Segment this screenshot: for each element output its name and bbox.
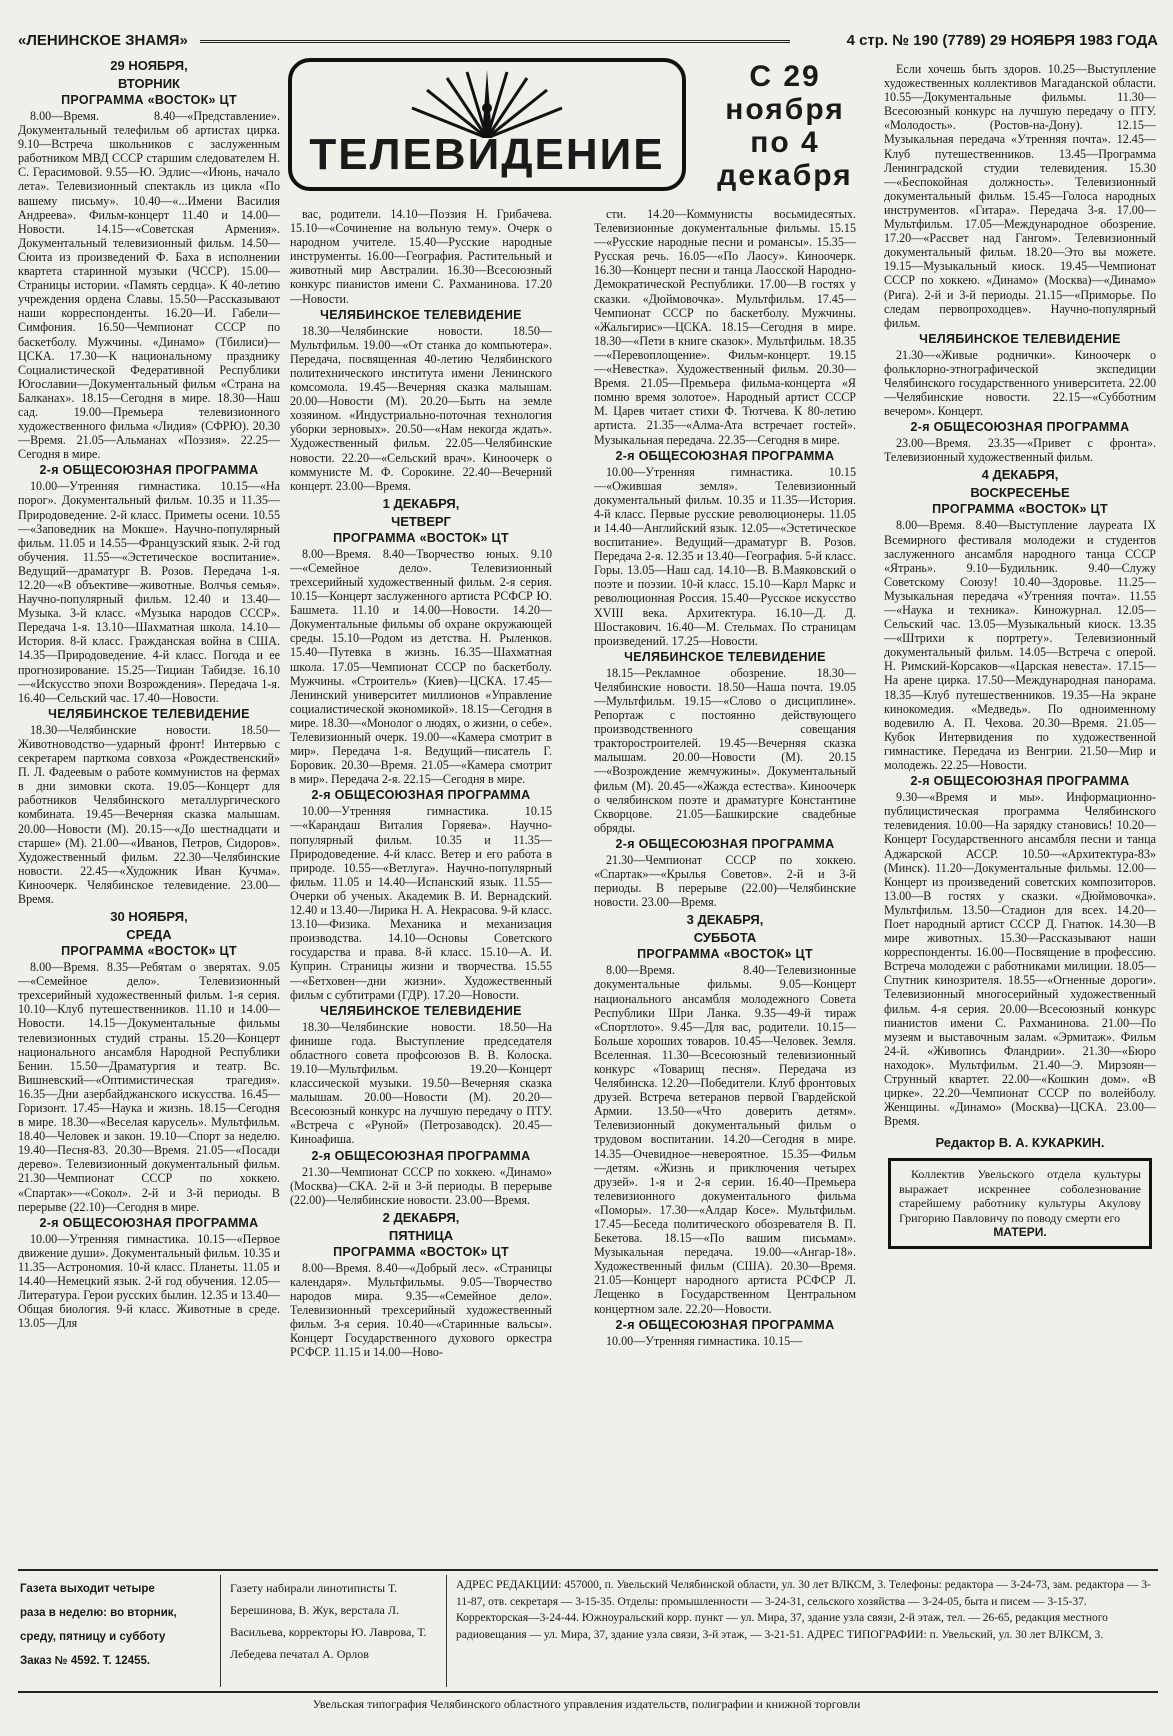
date-line-3: по 4 xyxy=(750,126,820,159)
program-heading: 2-я ОБЩЕСОЮЗНАЯ ПРОГРАММА xyxy=(910,774,1130,789)
column-1 xyxy=(18,55,280,1561)
schedule-text: 21.30—Чемпионат СССР по хоккею. «Спартак»—«Крылья Советов». 2-й и 3-й периоды. В перерыве (22.00)—Челябинские новости. 23.00—Время. xyxy=(594,852,856,910)
editorial-address xyxy=(456,1577,1156,1643)
schedule-text: 21.30—«Живые роднички». Киноочерк о фольклорно-этнографической экспедиции Челябинского государственного университета. 22.00—Челябинские новости. 22.15—«Субботним вечером». Концерт. xyxy=(884,347,1156,419)
schedule-text: 8.00—Время. 8.35—Ребятам о зверятах. 9.05—«Семейное дело». Телевизионный трехсерийный художественный фильм. 1-я серия. 10.10—Клуб путешественников. 11.10 и 14.00—Новости. 14.15—Документальные фильмы телевизионных студий страны. 15.20—Концерт национального ансамбля Народной Республики Бенин. 15.50—Драматургия и театр. Вс. Вишневский—«Оптимистическая трагедия». 16.35—Дни азербайджанского искусства. 16.45—Горизонт. 17.45—Наука и жизнь. 18.15—Сегодня в мире. 18.30—«Веселая карусель». Мультфильм. 18.40—Человек и закон. 19.10—Спорт за неделю. 19.40—Песня-83. 20.30—Время. 21.05—«Посади дерево». Телевизионный документальный фильм. 21.30—Чемпионат СССР по хоккею. «Спартак»—«Сокол». 2-й и 3-й периоды. В перерыве (22.10)—Сегодня в мире. xyxy=(18,960,280,1214)
program-heading: ПРОГРАММА «ВОСТОК» ЦТ xyxy=(333,1244,509,1259)
footer-divider xyxy=(220,1575,221,1687)
program-heading: 2-я ОБЩЕСОЮЗНАЯ ПРОГРАММА xyxy=(311,788,531,803)
schedule-text: 18.30—Челябинские новости. 18.50—Мультфильм. 19.00—«От станка до компьютера». Передача, посвященная 40-летию Челябинского политехнического института имени Ленинского комсомола. 19.45—Вечерняя сказка малышам. 20.00—Новости (М). 20.20—Быть на земле хозяином. «Индустриально-поточная технология уборки зерновых». 20.50—«Нам некогда ждать». Художественный фильм. 22.05—Челябинские новости. 22.20—«Сельский врач». Киноочерк о коммунисте М. Ф. Сорокине. 22.40—Вечерний концерт. 23.00—Время. xyxy=(290,323,552,493)
logo-title: ТЕЛЕВИДЕНИЕ xyxy=(309,130,665,179)
footer-line: АДРЕС РЕДАКЦИИ: 457000, п. Увельский Челябинской области, ул. 30 лет ВЛКСМ, 3. Телефоны: редактора — 3-24-73, зам. редактора — 3-11-87, отв. секретаря — 3-15-35. Отделы: промышленности — 3-24-31, сельского хозяйства — 3-24-05, быта и писем — 3-15-37. Корректорская—3-24-44. Южноуральский корр. пункт — ул. Мира, 37, здание узла связи, 2-й этаж, тел. — 26-65, редакция местного радиовещания — ул. Мира, 37, здание узла связи, 3-й этаж, — 3-21-51. АДРЕС ТИПОГРАФИИ: п. Увельский, ул. 30 лет ВЛКСМ, 3. xyxy=(456,1579,1151,1641)
schedule-text: 10.00—Утренняя гимнастика. 10.15—«Ожившая земля». Телевизионный документальный фильм. 10.35 и 11.35—История. 4-й класс. Первые русские революционеры. 11.05 и 14.40—Английский язык. 12.05—«Эстетическое воспитание». Ведущий—драматург В. Розов. Передача 2-я. 12.35 и 13.40—География. 5-й класс. Горы. 13.05—Наш сад. 14.10—В. В.Маяковский о поэте и поэзии. 10-й класс. 15.10—Карл Маркс и революционная Россия. 15.40—Русское искусство XVIII века. Архитектура. 16.10—Д. Д. Шостакович. 16.40—М. Стельмах. По страницам произведений. 17.25—Новости. xyxy=(594,464,856,648)
printer-line: Увельская типография Челябинского областного управления издательств, полиграфии и книжной торговли xyxy=(312,1697,861,1711)
schedule-text: 8.00—Время. 8.40—Творчество юных. 9.10—«Семейное дело». Телевизионный трехсерийный художественный фильм. 2-я серия. 10.15—Концерт заслуженного артиста РСФСР Ю. Башмета. 11.10 и 14.00—Новости. 14.20—Документальные фильмы об охране окружающей среды. 15.10—Родом из детства. Н. Рыленков. 15.40—Путевка в жизнь. 16.35—Шахматная школа. 17.05—Чемпионат СССР по баскетболу. Мужчины. «Строитель» (Киев)—ЦСКА. 17.45—Ленинский университет миллионов «Управление социалистической экономикой». 18.15—Сегодня в мире. 18.30—«Монолог о людях, о жизни, о себе». Телевизионный очерк. 19.00—«Камера смотрит в мир». Передача 1-я. Ведущий—писатель Г. Боровик. 20.30—Время. 21.05—«Камера смотрит в мир». Передача 2-я. 22.15—Сегодня в мире. xyxy=(290,546,552,787)
footer-line: раза в неделю: во вторник, xyxy=(20,1607,177,1619)
day-heading: ПЯТНИЦА xyxy=(388,1227,454,1243)
schedule-text: 10.00—Утренняя гимнастика. 10.15— xyxy=(606,1333,803,1348)
program-heading: ЧЕЛЯБИНСКОЕ ТЕЛЕВИДЕНИЕ xyxy=(320,307,522,322)
program-heading: 2-я ОБЩЕСОЮЗНАЯ ПРОГРАММА xyxy=(910,420,1130,435)
day-heading: 29 НОЯБРЯ, xyxy=(110,58,188,73)
footer-line: Заказ № 4592. Т. 12455. xyxy=(20,1655,151,1667)
column-3 xyxy=(594,207,856,1561)
program-heading: 2-я ОБЩЕСОЮЗНАЯ ПРОГРАММА xyxy=(39,463,259,478)
day-heading: СУББОТА xyxy=(693,930,757,946)
tv-tower-icon xyxy=(402,68,572,138)
imprint-footer xyxy=(18,1569,1158,1693)
editor-signature: Редактор В. А. КУКАРКИН. xyxy=(935,1135,1105,1151)
footer-line: Газету набирали линотиписты Т. Берешинова, В. Жук, верстала Л. Васильева, корректоры Ю. Лаврова, Т. Лебедева печатал А. Орлов xyxy=(230,1581,427,1661)
column-2 xyxy=(290,207,552,1561)
day-heading: СРЕДА xyxy=(126,927,172,943)
footer-line: Газета выходит четыре xyxy=(20,1583,155,1595)
newspaper-name: «ЛЕНИНСКОЕ ЗНАМЯ» xyxy=(18,32,188,49)
schedule-text: 9.30—«Время и мы». Информационно-публицистическая программа Челябинского телевидения. 10.00—На зарядку становись! 10.20—Концерт Государственного ансамбля песни и танца Аджарской АССР. 10.50—«Архитектура-83» (Минск). 11.20—Документальные фильмы. 12.00—Концерт из произведений советских композиторов. 13.00—В гостях у сказки. «Дюймовочка». Мультфильм. 13.50—Стадион для всех. 14.20—Поет народный артист СССР Д. Гнатюк. 14.30—В мире животных. 15.30—Рассказывают наши корреспонденты. 16.00—Посвящение в профессию. Встреча молодежи с работниками милиции. 18.05—Спутник кинозрителя. 18.55—«Огненные дороги». Телевизионный многосерийный художественный фильм. 4-я серия. 20.00—Всесоюзный конкурс пианистов имени С. Рахманинова. 21.00—По музеям и выставочным залам. «Эрмитаж». Фильм 24-й. «Живопись Фландрии». 21.30—«Бюро находок». Мультфильм. 21.40—Э. Мирзоян—Струнный квартет. 22.00—«Кошкин дом». «В цирке». 22.20—Чемпионат СССР по волейболу. Женщины. «Динамо» (Москва)—ЦСКА. 23.00—Время. xyxy=(884,790,1156,1129)
program-heading: ПРОГРАММА «ВОСТОК» ЦТ xyxy=(637,947,813,962)
schedule-text: 18.15—Рекламное обозрение. 18.30—Челябинские новости. 18.50—Наша почта. 19.05—Мультфильм. 19.15—«Слово о дисциплине». Репортаж с постоянно действующего производственного совещания тракторостроителей. 19.45—Вечерняя сказка малышам. 20.00—Новости (М). 20.15—«Возрождение жемчужины». Документальный фильм (М). 20.45—«Жажда естества». Киноочерк о челябинском поэте и драматурге Константине Скворцове. 21.05—Башкирские свадебные обряды. xyxy=(594,665,856,835)
day-heading: 30 НОЯБРЯ, xyxy=(110,909,188,925)
schedule-text: Если хочешь быть здоров. 10.25—Выступление художественных коллективов Магаданской области. 10.55—Документальные фильмы. 11.30—Всесоюзный конкурс на лучшую передачу о ПТУ. «Молодость». (Ростов-на-Дону). 12.15—Музыкальная передача «Утренняя почта». 12.45—Клуб путешественников. 13.45—Программа Ленинградской студии телевидения. 15.30—«Беспокойная должность». Телевизионный документальный фильм. 15.45—Голоса народных инструментов. «Гитара». Передача 3-я. 17.00—Мультфильм. 17.05—Международное обозрение. 17.20—«Рассвет над Гангом». Телевизионный документальный фильм. 18.20—Это вы можете. 19.15—Музыкальный киоск. 19.45—Чемпионат СССР по хоккею. «Динамо» (Москва)—«Динамо» (Рига). 2-й и 3-й периоды. 21.15—«Приморье. По следам первопроходцев». Научно-популярный фильм. xyxy=(884,62,1156,330)
condolence-text: Коллектив Увельского отдела культуры выражает искреннее соболезнование старейшему работнику культуры Акулову Григорию Павловичу по поводу смерти его xyxy=(899,1167,1141,1225)
date-line-1: С 29 xyxy=(749,60,821,93)
schedule-text: вас, родители. 14.10—Поэзия Н. Грибачева. 15.10—«Сочинение на вольную тему». Очерк о народном учителе. 15.40—Русские народные инструменты. 16.00—География. Растительный и животный мир Австралии. 16.30—Всесоюзный конкурс пианистов имени С. Рахманинова. 17.20—Новости. xyxy=(290,207,552,306)
schedule-text: 21.30—Чемпионат СССР по хоккею. «Динамо» (Москва)—СКА. 2-й и 3-й периоды. В перерыве (22.00)—Челябинские новости. 23.00—Время. xyxy=(290,1164,552,1207)
program-heading: ЧЕЛЯБИНСКОЕ ТЕЛЕВИДЕНИЕ xyxy=(624,649,826,664)
day-heading: 2 ДЕКАБРЯ, xyxy=(382,1209,460,1225)
program-heading: 2-я ОБЩЕСОЮЗНАЯ ПРОГРАММА xyxy=(615,1317,835,1332)
program-heading: ПРОГРАММА «ВОСТОК» ЦТ xyxy=(61,93,237,107)
footer-line: среду, пятницу и субботу xyxy=(20,1631,166,1643)
masthead xyxy=(18,30,1158,52)
schedule-text: 10.00—Утренняя гимнастика. 10.15—«Карандаш Виталия Горяева». Научно-популярный фильм. 10.35 и 11.35—Природоведение. 4-й класс. Ветер и его работа в природе. 10.55—«Ветлуга». Научно-популярный фильм. 11.05 и 14.40—Испанский язык. 11.55—Очерки об ученых. Академик В. И. Вернадский. 12.40 и 13.40—Лирика Н. А. Некрасова. 9-й класс. 13.10—Физика. Механика и механизация производства. 14.10—Основы Советского государства и права. 8-й класс. 15.10—А. И. Куприн. Страницы жизни и творчества. 15.55—«Бетховен—дни жизни». Художественный фильм с субтитрами (ГДР). 17.20—Новости. xyxy=(290,804,552,1002)
day-heading: 3 ДЕКАБРЯ, xyxy=(686,912,764,928)
publication-info xyxy=(20,1577,210,1673)
program-heading: ПРОГРАММА «ВОСТОК» ЦТ xyxy=(932,502,1108,517)
program-heading: ПРОГРАММА «ВОСТОК» ЦТ xyxy=(61,944,237,959)
program-heading: ПРОГРАММА «ВОСТОК» ЦТ xyxy=(333,530,509,545)
condolence-notice xyxy=(888,1158,1152,1249)
schedule-text: 18.30—Челябинские новости. 18.50—На финише года. Выступление председателя областного совета профсоюзов В. В. Колоска. 19.10—Мультфильм. 19.20—Концерт классической музыки. 19.50—Вечерняя сказка малышам. 20.00—Новости (М). 20.20—Всесоюзный конкурс на лучшую передачу о ПТУ. «Встреча с «Руной» (Петрозаводск). 20.45—Киноафиша. xyxy=(290,1019,552,1147)
program-heading: ЧЕЛЯБИНСКОЕ ТЕЛЕВИДЕНИЕ xyxy=(320,1003,522,1018)
program-heading: 2-я ОБЩЕСОЮЗНАЯ ПРОГРАММА xyxy=(615,836,835,851)
schedule-text: 10.00—Утренняя гимнастика. 10.15—«На порог». Документальный фильм. 10.35 и 11.35—Природоведение. 2-й класс. Приметы осени. 10.55—«Заповедник на Мокше». Научно-популярный фильм. 11.05 и 14.55—Французский язык. 2-й год обучения. 11.55—«Эстетическое воспитание». Ведущий—драматург В. Розов. Передача 1-я. 12.20—«В объективе—животные. Волчья семья». Научно-популярный фильм. 12.40 и 13.40—Музыка. 3-й класс. «Музыка народов СССР». Передача 1-я. 13.10—Шахматная школа. 14.10—История. 8-й класс. Гражданская война в США. 14.35—Природоведение. 4-й класс. Погода и ее прогнозирование. 15.25—Тициан Табидзе. 16.10—«Искусство эпохи Возрождения». Передача 1-я. 16.40—Сельский час. 17.40—Новости. xyxy=(18,479,280,705)
date-line-2: ноября xyxy=(725,93,845,126)
footer-divider xyxy=(446,1575,447,1687)
day-heading: ВОСКРЕСЕНЬЕ xyxy=(970,485,1070,501)
program-heading: 2-я ОБЩЕСОЮЗНАЯ ПРОГРАММА xyxy=(39,1215,259,1230)
day-heading: ВТОРНИК xyxy=(118,76,180,91)
date-range xyxy=(700,60,870,192)
day-heading: ЧЕТВЕРГ xyxy=(391,513,451,529)
staff-credits xyxy=(230,1577,435,1665)
schedule-text: сти. 14.20—Коммунисты восьмидесятых. Телевизионные документальные фильмы. 15.15—«Русские народные песни и романсы». 15.35—Русская речь. 16.05—«По Лаосу». Киноочерк. 16.30—Концерт песни и танца Лаосской Народно-Демократической Республики. 17.00—В гостях у сказки. «Дюймовочка». Мультфильм. 17.45—Чемпионат СССР по баскетболу. Мужчины. «Жальгирис»—ЦСКА. 18.15—Сегодня в мире. 18.30—«Пети в книге сказок». Мультфильм. 18.35—«Перевоплощение». Фильм-концерт. 19.15—«Невестка». Художественный фильм. 20.30—Время. 21.05—Премьера фильма-концерта «Я помню время золотое». Народный артист СССР М. Царев читает стихи Ф. Тютчева. К 80-летию артиста. 21.35—«Алма-Ата встречает гостей». Музыкальная передача. 22.35—Сегодня в мире. xyxy=(594,207,856,447)
program-heading: 2-я ОБЩЕСОЮЗНАЯ ПРОГРАММА xyxy=(311,1148,531,1163)
column-4 xyxy=(884,62,1156,1562)
schedule-text: 8.00—Время. 8.40—Телевизионные документальные фильмы. 9.05—Концерт национального ансамбля молодежного Совета Республики Шри Ланка. 9.35—49-й тираж «Спортлото». 9.45—Для вас, родители. 10.15—Больше хороших товаров. 10.45—Человек. Земля. Вселенная. 11.30—Всесоюзный телевизионный конкурс «Товарищ песня». Передача из Челябинска. 12.20—Победители. Клуб фронтовых друзей. Встреча ветеранов первой Гвардейской Армии. 13.50—«Что доверить детям». Телевизионный документальный фильм о трудовом воспитании. 14.20—Сегодня в мире. 14.35—Очевидное—невероятное. 15.35—Фильм—детям. «Жизнь и приключения четырех друзей». 1-я и 2-я серии. 16.40—Премьера телевизионного документального фильма «Поморы». 17.30—«Алдар Косе». Мультфильм. 17.45—Беседа политического обозревателя В. П. Бекетова. 18.15—«По вашим письмам». Музыкальная передача. 19.00—«Ангар-18». Художественный фильм (США). 20.30—Время. 21.05—Концерт народного артиста РСФСР Л. Лещенко в Государственном Центральном концертном зале. 22.20—Новости. xyxy=(594,963,856,1316)
program-heading: 2-я ОБЩЕСОЮЗНАЯ ПРОГРАММА xyxy=(615,448,835,463)
television-logo xyxy=(288,58,686,191)
day-heading: 4 ДЕКАБРЯ, xyxy=(981,467,1059,483)
program-heading: ЧЕЛЯБИНСКОЕ ТЕЛЕВИДЕНИЕ xyxy=(919,331,1121,346)
issue-info: 4 стр. № 190 (7789) 29 НОЯБРЯ 1983 ГОДА xyxy=(846,32,1158,49)
schedule-text: 23.00—Время. 23.35—«Привет с фронта». Телевизионный художественный фильм. xyxy=(884,436,1156,465)
condolence-signature: МАТЕРИ. xyxy=(993,1225,1047,1240)
schedule-text: 10.00—Утренняя гимнастика. 10.15—«Первое движение души». Документальный фильм. 10.35 и 11.35—Астрономия. 10-й класс. Планеты. 11.05 и 14.40—Немецкий язык. 2-й год обучения. 12.05—Литература. Герои русских былин. 12.35 и 13.40—Общая биология. 9-й класс. Животные в среде. 13.05—Для xyxy=(18,1231,280,1331)
schedule-text: 8.00—Время. 8.40—Выступление лауреата IX Всемирного фестиваля молодежи и студентов заслуженного ансамбля народного танца СССР «Ятрань». 9.10—Будильник. 9.40—Служу Советскому Союзу! 10.40—Здоровье. 11.25—Музыкальная передача «Утренняя почта». 11.55—«Наука и техника». Киножурнал. 12.05—Сельский час. 13.05—Музыкальный киоск. 13.35—«Штрихи к портрету». Телевизионный документальный фильм. 14.05—Встреча с оперой. Н. Римский-Корсаков—«Царская невеста». 17.15—На арене цирка. 17.50—Международная панорама. 18.35—Клуб путешественников. 19.35—На экране кинокомедия. «Медведь». По одноименному водевилю А. П. Чехова. 20.30—Время. 21.05—Кубок Интервидения по художественной гимнастике. Передача из Венгрии. 21.50—Мир и молодежь. 22.25—Новости. xyxy=(884,518,1156,773)
schedule-text: 18.30—Челябинские новости. 18.50—Животноводство—ударный фронт! Интервью с секретарем парткома совхоза «Рождественский» П. Л. Фадеевым о работе коммунистов на фермах в дни зимовки скота. 19.05—Концерт для работников Челябинского металлургического комбината. 19.45—Вечерняя сказка малышам. 20.00—Новости (М). 20.15—«До шестнадцати и старше» (М). 21.00—«Иванов, Петров, Сидоров». Художественный фильм. 22.30—Челябинские новости. 22.45—«Художник Иван Кучма». Киноочерк. Челябинское телевидение. 23.00—Время. xyxy=(18,722,280,906)
schedule-text: 8.00—Время. 8.40—«Представление». Документальный телефильм об артистах цирка. 9.10—Встреча школьников с заслуженным работником МВД СССР старшим следователем Н. С. Герасимовой. 9.55—Ю. Эдлис—«Июнь, начало лета». Телевизионный спектакль из цикла «По вашему письму». 10.40—«...Имени Василия Андреева». Фильм-концерт 11.40 и 14.00—Новости. 14.15—«Советская Армения». Документальный телевизионный фильм. 14.50—Сюита из произведений Ф. Баха в исполнении квартета старинной музыки (ЧССР). 15.00—Страницы истории. «Память сердца». К 40-летию учреждения ордена Славы. 15.50—Рассказывают наши корреспонденты. 16.20—И. Габели—Симфония. 16.50—Чемпионат СССР по баскетболу. Мужчины. «Динамо» (Тбилиси)—ЦСКА. 17.30—К национальному празднику Социалистической Федеративной Республики Югославии—Документальный фильм «Страна на Балканах». 18.15—Сегодня в мире. 18.30—Наш сад. 19.00—Премьера телевизионного художественного фильма «Лидия» (СФРЮ). 20.30—Время. 21.05—Альманах «Поэзия». 22.25—Сегодня в мире. xyxy=(18,109,280,462)
masthead-rule xyxy=(200,40,790,43)
program-heading: ЧЕЛЯБИНСКОЕ ТЕЛЕВИДЕНИЕ xyxy=(48,706,250,721)
schedule-text: 8.00—Время. 8.40—«Добрый лес». «Страницы календаря». Мультфильмы. 9.05—Творчество народов мира. 9.35—«Семейное дело». Телевизионный трехсерийный художественный фильм. 3-я серия. 10.40—«Старинные вальсы». Концерт Государственного духового оркестра РСФСР. 11.15 и 14.00—Ново- xyxy=(290,1260,552,1360)
day-heading: 1 ДЕКАБРЯ, xyxy=(382,495,460,511)
date-line-4: декабря xyxy=(717,159,853,192)
